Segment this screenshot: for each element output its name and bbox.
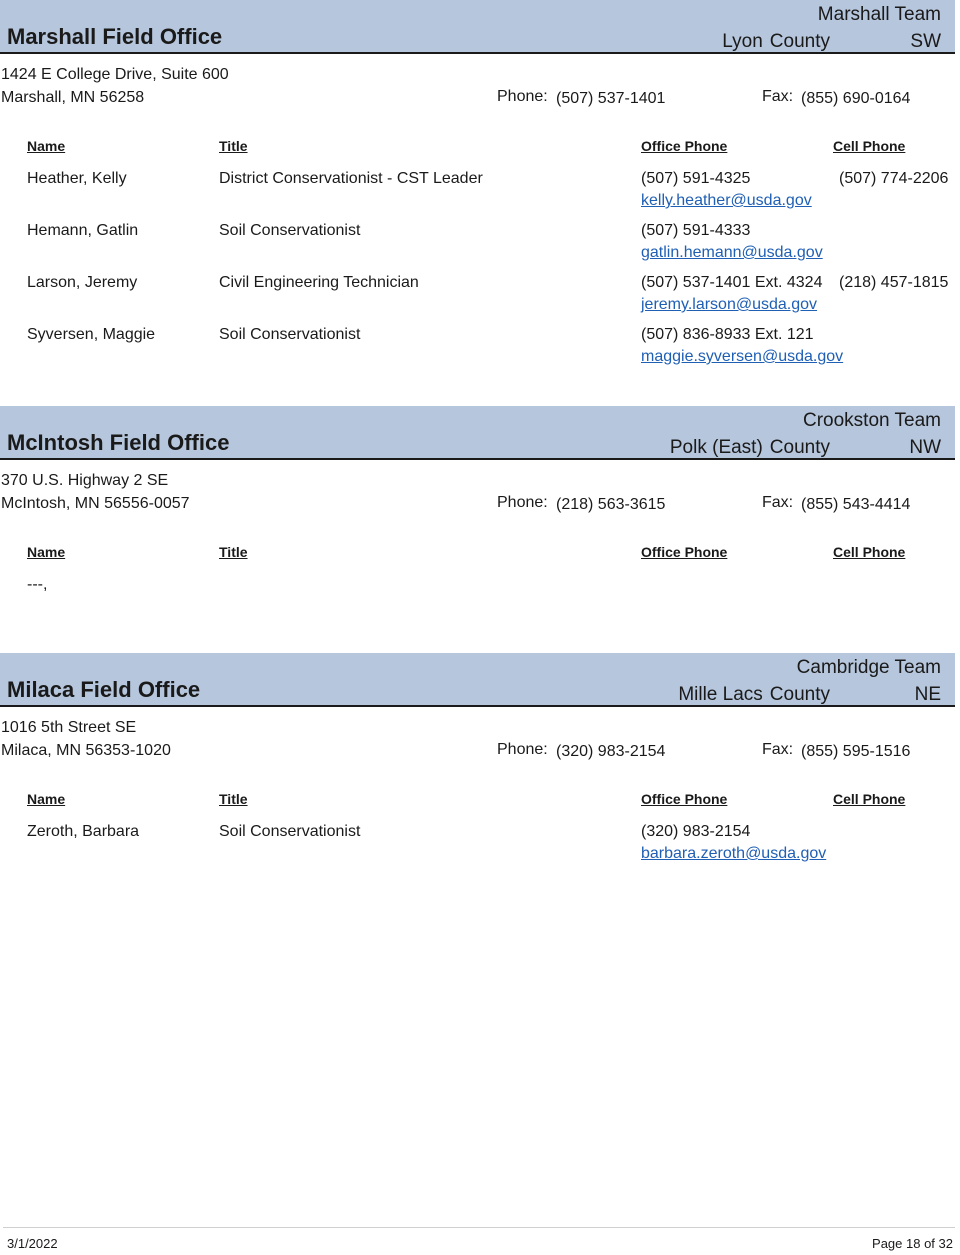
office-fax-number: (855) 595-1516 (801, 743, 911, 760)
office-fax-number: (855) 690-0164 (801, 90, 911, 107)
column-header-cell-phone: Cell Phone (833, 138, 906, 154)
county-label: County (769, 684, 830, 705)
staff-title: Soil Conservationist (219, 823, 361, 840)
office-phone-number: (507) 537-1401 (556, 90, 666, 107)
county-label: County (769, 31, 830, 52)
column-header-title: Title (219, 544, 248, 560)
office-header-band (0, 406, 955, 460)
county-value: Polk (East) (669, 437, 763, 458)
staff-name: ---, (27, 576, 48, 593)
fax-label: Fax: (762, 494, 794, 511)
county-label: County (769, 437, 830, 458)
address-line-2: McIntosh, MN 56556-0057 (1, 495, 190, 512)
column-header-name: Name (27, 544, 66, 560)
county-name (670, 437, 830, 459)
office-name: Marshall Field Office (7, 24, 223, 49)
column-header-office-phone: Office Phone (641, 138, 728, 154)
column-header-cell-phone: Cell Phone (833, 791, 906, 807)
staff-name: Heather, Kelly (27, 170, 127, 187)
fax-label: Fax: (762, 88, 794, 105)
staff-name: Hemann, Gatlin (27, 222, 139, 239)
staff-name: Zeroth, Barbara (27, 823, 140, 840)
address-line-1: 1016 5th Street SE (1, 719, 137, 736)
fax-label: Fax: (762, 741, 794, 758)
staff-cell-phone: (218) 457-1815 (839, 274, 949, 291)
team-name: Crookston Team (803, 410, 941, 431)
phone-label: Phone: (497, 741, 548, 758)
staff-email-link[interactable]: jeremy.larson@usda.gov (641, 296, 818, 313)
county-value: Lyon (722, 31, 763, 52)
office-name: McIntosh Field Office (7, 430, 230, 455)
staff-email-link[interactable]: gatlin.hemann@usda.gov (641, 244, 823, 261)
column-header-name: Name (27, 138, 66, 154)
phone-label: Phone: (497, 88, 548, 105)
address-line-2: Marshall, MN 56258 (1, 89, 145, 106)
region-code: NW (909, 437, 941, 458)
staff-title: Soil Conservationist (219, 326, 361, 343)
column-header-office-phone: Office Phone (641, 791, 728, 807)
phone-label: Phone: (497, 494, 548, 511)
office-phone-number: (320) 983-2154 (556, 743, 666, 760)
staff-email-link[interactable]: kelly.heather@usda.gov (641, 192, 812, 209)
staff-title: District Conservationist - CST Leader (219, 170, 483, 187)
staff-email-link[interactable]: maggie.syversen@usda.gov (641, 348, 844, 365)
address-line-1: 1424 E College Drive, Suite 600 (1, 66, 229, 83)
team-name: Cambridge Team (796, 657, 941, 678)
office-header-band (0, 653, 955, 707)
footer-divider (3, 1227, 955, 1228)
column-header-name: Name (27, 791, 66, 807)
staff-office-phone: (507) 836-8933 Ext. 121 (641, 326, 814, 343)
office-phone-number: (218) 563-3615 (556, 496, 666, 513)
staff-name: Larson, Jeremy (27, 274, 138, 291)
region-code: SW (910, 31, 941, 52)
office-header-band (0, 0, 955, 54)
column-header-cell-phone: Cell Phone (833, 544, 906, 560)
staff-cell-phone: (507) 774-2206 (839, 170, 949, 187)
column-header-title: Title (219, 791, 248, 807)
footer-page-number: Page 18 of 32 (872, 1236, 953, 1251)
staff-name: Syversen, Maggie (27, 326, 156, 343)
staff-office-phone: (507) 537-1401 Ext. 4324 (641, 274, 823, 291)
staff-office-phone: (320) 983-2154 (641, 823, 751, 840)
office-name: Milaca Field Office (7, 677, 201, 702)
region-code: NE (914, 684, 941, 705)
county-name (722, 31, 830, 53)
column-header-office-phone: Office Phone (641, 544, 728, 560)
footer-date: 3/1/2022 (7, 1236, 58, 1251)
team-name: Marshall Team (817, 4, 941, 25)
staff-title: Civil Engineering Technician (219, 274, 419, 291)
office-fax-number: (855) 543-4414 (801, 496, 911, 513)
address-line-1: 370 U.S. Highway 2 SE (1, 472, 169, 489)
column-header-title: Title (219, 138, 248, 154)
staff-title: Soil Conservationist (219, 222, 361, 239)
county-value: Mille Lacs (678, 684, 763, 705)
staff-office-phone: (507) 591-4325 (641, 170, 751, 187)
address-line-2: Milaca, MN 56353-1020 (1, 742, 171, 759)
staff-office-phone: (507) 591-4333 (641, 222, 751, 239)
staff-email-link[interactable]: barbara.zeroth@usda.gov (641, 845, 827, 862)
county-name (678, 684, 830, 706)
